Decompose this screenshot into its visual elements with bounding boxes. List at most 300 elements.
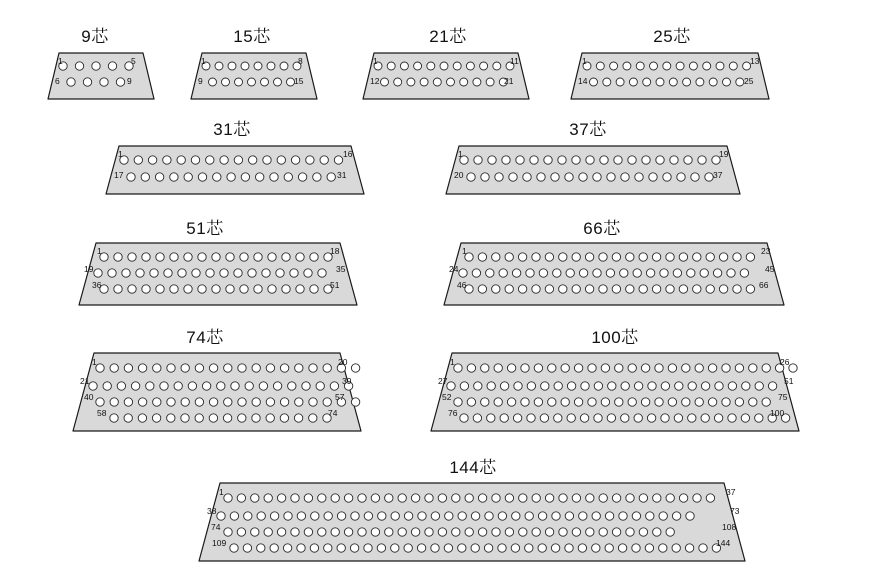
pin-hole — [391, 544, 399, 552]
pin-hole — [545, 494, 553, 502]
connector-c66 — [443, 242, 785, 306]
pin-hole — [673, 269, 681, 277]
pin-hole — [572, 156, 580, 164]
pin-number-label: 1 — [462, 246, 467, 256]
connector-shell — [48, 53, 154, 99]
pin-hole — [548, 364, 556, 372]
pin-hole — [295, 398, 303, 406]
pin-hole — [525, 512, 533, 520]
pin-hole — [291, 494, 299, 502]
pin-hole — [507, 364, 515, 372]
pin-number-label: 21 — [80, 376, 90, 386]
pin-number-label: 15 — [294, 76, 304, 86]
pin-hole — [433, 78, 441, 86]
pin-hole — [586, 494, 594, 502]
pin-hole — [478, 494, 486, 502]
pin-hole — [623, 62, 631, 70]
pin-hole — [283, 544, 291, 552]
pin-hole — [411, 494, 419, 502]
pin-hole — [259, 382, 267, 390]
pin-hole — [227, 173, 235, 181]
pin-hole — [701, 382, 709, 390]
pin-hole — [532, 494, 540, 502]
pin-hole — [304, 494, 312, 502]
pin-hole — [215, 62, 223, 70]
pin-hole — [337, 512, 345, 520]
pin-hole — [618, 544, 626, 552]
pin-hole — [534, 364, 542, 372]
pin-hole — [472, 269, 480, 277]
pin-hole — [481, 364, 489, 372]
pin-hole — [688, 414, 696, 422]
pin-hole — [666, 494, 674, 502]
pin-hole — [398, 528, 406, 536]
pin-hole — [252, 364, 260, 372]
pin-hole — [167, 414, 175, 422]
pin-number-label: 76 — [448, 408, 458, 418]
pin-number-label: 1 — [97, 246, 102, 256]
pin-hole — [661, 414, 669, 422]
pin-hole — [266, 414, 274, 422]
pin-hole — [238, 398, 246, 406]
pin-hole — [230, 512, 238, 520]
pin-hole — [100, 78, 108, 86]
pin-hole — [320, 156, 328, 164]
pin-hole — [251, 494, 259, 502]
pin-hole — [318, 494, 326, 502]
pin-hole — [656, 156, 664, 164]
connector-c31 — [105, 145, 365, 195]
pin-hole — [209, 364, 217, 372]
pin-hole — [438, 494, 446, 502]
pin-hole — [280, 364, 288, 372]
pin-hole — [252, 414, 260, 422]
pin-hole — [514, 382, 522, 390]
pin-hole — [499, 269, 507, 277]
pin-hole — [398, 494, 406, 502]
pin-hole — [653, 494, 661, 502]
pin-hole — [280, 398, 288, 406]
pin-hole — [511, 544, 519, 552]
pin-hole — [251, 528, 259, 536]
pin-hole — [559, 285, 567, 293]
pin-hole — [706, 494, 714, 502]
pin-hole — [153, 364, 161, 372]
pin-hole — [156, 285, 164, 293]
connector-c144 — [198, 482, 746, 562]
pin-number-label: 74 — [328, 408, 338, 418]
pin-hole — [561, 364, 569, 372]
pin-hole — [474, 382, 482, 390]
pin-hole — [553, 269, 561, 277]
pin-hole — [231, 382, 239, 390]
pin-hole — [148, 156, 156, 164]
pin-hole — [337, 544, 345, 552]
pin-hole — [195, 398, 203, 406]
pin-hole — [266, 398, 274, 406]
pin-hole — [460, 382, 468, 390]
pin-hole — [447, 382, 455, 390]
pin-hole — [150, 269, 158, 277]
pin-hole — [674, 414, 682, 422]
pin-hole — [519, 494, 527, 502]
pin-hole — [719, 253, 727, 261]
pin-number-label: 16 — [343, 149, 353, 159]
pin-hole — [331, 528, 339, 536]
pin-hole — [672, 544, 680, 552]
pin-hole — [209, 414, 217, 422]
pin-hole — [494, 364, 502, 372]
pin-hole — [516, 156, 524, 164]
pin-hole — [420, 78, 428, 86]
pin-number-label: 31 — [337, 170, 347, 180]
pin-hole — [621, 414, 629, 422]
pin-hole — [459, 269, 467, 277]
pin-hole — [238, 364, 246, 372]
pin-hole — [545, 253, 553, 261]
pin-number-label: 20 — [338, 357, 348, 367]
pin-hole — [650, 62, 658, 70]
pin-hole — [677, 173, 685, 181]
pin-hole — [656, 78, 664, 86]
pin-hole — [243, 544, 251, 552]
pin-hole — [669, 78, 677, 86]
pin-hole — [277, 156, 285, 164]
pin-hole — [590, 78, 598, 86]
pin-hole — [313, 173, 321, 181]
pin-hole — [649, 173, 657, 181]
pin-hole — [280, 62, 288, 70]
pin-hole — [676, 62, 684, 70]
pin-hole — [478, 253, 486, 261]
pin-hole — [277, 528, 285, 536]
connector-title-c144: 144芯 — [449, 458, 497, 477]
pin-hole — [606, 269, 614, 277]
pin-hole — [639, 494, 647, 502]
pin-hole — [240, 253, 248, 261]
pin-number-label: 75 — [778, 392, 788, 402]
pin-number-label: 39 — [342, 376, 352, 386]
pin-number-label: 9 — [198, 76, 203, 86]
pin-hole — [198, 253, 206, 261]
pin-hole — [330, 382, 338, 390]
pin-hole — [167, 364, 175, 372]
pin-hole — [639, 528, 647, 536]
pin-hole — [394, 78, 402, 86]
pin-hole — [266, 364, 274, 372]
pin-hole — [296, 285, 304, 293]
pin-hole — [425, 494, 433, 502]
pin-hole — [234, 156, 242, 164]
pin-hole — [518, 253, 526, 261]
pin-hole — [518, 285, 526, 293]
pin-number-label: 17 — [114, 170, 124, 180]
pin-hole — [114, 253, 122, 261]
pin-hole — [719, 285, 727, 293]
pin-hole — [612, 528, 620, 536]
pin-hole — [411, 528, 419, 536]
pin-hole — [612, 285, 620, 293]
pin-hole — [273, 382, 281, 390]
pin-hole — [142, 285, 150, 293]
connector-title-c51: 51芯 — [186, 219, 224, 238]
pin-hole — [534, 398, 542, 406]
pin-hole — [596, 62, 604, 70]
pin-hole — [268, 285, 276, 293]
pin-hole — [593, 173, 601, 181]
pin-hole — [554, 382, 562, 390]
pin-hole — [661, 382, 669, 390]
connector-shell — [571, 53, 769, 99]
pin-hole — [580, 414, 588, 422]
pin-hole — [358, 494, 366, 502]
pin-hole — [245, 382, 253, 390]
pin-hole — [635, 173, 643, 181]
pin-hole — [663, 173, 671, 181]
pin-hole — [601, 364, 609, 372]
pin-hole — [567, 382, 575, 390]
pin-hole — [277, 494, 285, 502]
pin-hole — [170, 173, 178, 181]
pin-hole — [164, 269, 172, 277]
pin-hole — [181, 398, 189, 406]
pin-hole — [498, 512, 506, 520]
pin-hole — [629, 78, 637, 86]
pin-hole — [541, 382, 549, 390]
pin-hole — [632, 512, 640, 520]
pin-hole — [124, 398, 132, 406]
pin-hole — [755, 414, 763, 422]
pin-hole — [652, 253, 660, 261]
connector-title-c25: 25芯 — [653, 27, 691, 46]
pin-hole — [267, 62, 275, 70]
pin-hole — [714, 414, 722, 422]
connector-title-c15: 15芯 — [233, 27, 271, 46]
pin-hole — [722, 398, 730, 406]
pin-hole — [478, 285, 486, 293]
pin-hole — [693, 494, 701, 502]
pin-hole — [220, 269, 228, 277]
pin-hole — [431, 544, 439, 552]
pin-hole — [270, 512, 278, 520]
pin-hole — [234, 269, 242, 277]
pin-number-label: 1 — [450, 357, 455, 367]
pin-hole — [728, 414, 736, 422]
pin-hole — [256, 173, 264, 181]
pin-hole — [599, 285, 607, 293]
pin-hole — [447, 78, 455, 86]
pin-number-label: 74 — [211, 522, 221, 532]
pin-number-label: 45 — [765, 264, 775, 274]
pin-hole — [153, 398, 161, 406]
pin-hole — [263, 156, 271, 164]
pin-number-label: 9 — [127, 76, 132, 86]
pin-hole — [701, 414, 709, 422]
pin-number-label: 1 — [201, 56, 206, 66]
pin-number-label: 1 — [58, 56, 63, 66]
pin-hole — [224, 528, 232, 536]
pin-hole — [551, 173, 559, 181]
pin-hole — [407, 78, 415, 86]
pin-hole — [642, 156, 650, 164]
pin-hole — [192, 269, 200, 277]
pin-hole — [619, 512, 627, 520]
pin-hole — [626, 528, 634, 536]
pin-hole — [648, 382, 656, 390]
pin-hole — [608, 382, 616, 390]
pin-hole — [209, 398, 217, 406]
pin-hole — [530, 156, 538, 164]
pin-hole — [645, 544, 653, 552]
pin-hole — [282, 253, 290, 261]
pin-hole — [114, 285, 122, 293]
pin-hole — [89, 382, 97, 390]
pin-hole — [316, 382, 324, 390]
pin-hole — [83, 78, 91, 86]
pin-hole — [736, 78, 744, 86]
pin-hole — [675, 382, 683, 390]
pin-hole — [110, 398, 118, 406]
pin-hole — [695, 364, 703, 372]
pin-hole — [124, 364, 132, 372]
pin-hole — [152, 414, 160, 422]
pin-hole — [487, 382, 495, 390]
pin-hole — [282, 285, 290, 293]
pin-hole — [615, 364, 623, 372]
pin-hole — [226, 253, 234, 261]
pin-hole — [740, 269, 748, 277]
pin-hole — [768, 382, 776, 390]
pin-hole — [291, 156, 299, 164]
pin-hole — [108, 62, 116, 70]
pin-hole — [588, 398, 596, 406]
connector-c9 — [47, 52, 155, 100]
pin-hole — [212, 285, 220, 293]
pin-hole — [224, 398, 232, 406]
pin-hole — [698, 156, 706, 164]
pin-hole — [586, 528, 594, 536]
pin-hole — [599, 494, 607, 502]
pin-hole — [178, 269, 186, 277]
pin-number-label: 1 — [118, 149, 123, 159]
pin-hole — [358, 528, 366, 536]
pin-hole — [594, 382, 602, 390]
pin-hole — [494, 398, 502, 406]
pin-hole — [296, 253, 304, 261]
pin-hole — [351, 364, 359, 372]
pin-hole — [659, 544, 667, 552]
pin-hole — [274, 78, 282, 86]
pin-hole — [467, 173, 475, 181]
pin-hole — [572, 285, 580, 293]
pin-hole — [334, 156, 342, 164]
pin-number-label: 37 — [713, 170, 723, 180]
pin-hole — [626, 253, 634, 261]
pin-hole — [452, 494, 460, 502]
pin-hole — [691, 173, 699, 181]
pin-hole — [270, 173, 278, 181]
pin-hole — [559, 528, 567, 536]
pin-hole — [655, 398, 663, 406]
pin-hole — [646, 512, 654, 520]
pin-hole — [136, 269, 144, 277]
pin-hole — [733, 253, 741, 261]
pin-hole — [254, 285, 262, 293]
pin-hole — [485, 512, 493, 520]
pin-hole — [324, 512, 332, 520]
pin-hole — [460, 78, 468, 86]
pin-hole — [686, 512, 694, 520]
pin-hole — [492, 494, 500, 502]
pin-hole — [688, 382, 696, 390]
pin-hole — [488, 156, 496, 164]
pin-number-label: 40 — [84, 392, 94, 402]
pin-number-label: 73 — [730, 506, 740, 516]
pin-hole — [696, 78, 704, 86]
pin-hole — [146, 382, 154, 390]
pin-hole — [523, 173, 531, 181]
pin-hole — [548, 398, 556, 406]
pin-number-label: 5 — [131, 56, 136, 66]
pin-hole — [653, 528, 661, 536]
pin-hole — [310, 285, 318, 293]
pin-hole — [241, 173, 249, 181]
pin-hole — [224, 364, 232, 372]
pin-hole — [458, 512, 466, 520]
pin-number-label: 24 — [449, 264, 459, 274]
pin-number-label: 58 — [97, 408, 107, 418]
pin-hole — [414, 62, 422, 70]
pin-hole — [588, 364, 596, 372]
pin-hole — [228, 62, 236, 70]
pin-hole — [628, 364, 636, 372]
pin-hole — [141, 173, 149, 181]
pin-hole — [318, 269, 326, 277]
pin-hole — [695, 398, 703, 406]
pin-hole — [652, 285, 660, 293]
pin-number-label: 38 — [207, 506, 217, 516]
pin-hole — [585, 253, 593, 261]
pin-hole — [521, 398, 529, 406]
pin-hole — [323, 364, 331, 372]
pin-hole — [502, 156, 510, 164]
pin-hole — [626, 285, 634, 293]
pin-hole — [252, 398, 260, 406]
pin-hole — [391, 512, 399, 520]
connector-c15 — [190, 52, 318, 100]
pin-hole — [291, 528, 299, 536]
pin-number-label: 52 — [442, 392, 452, 402]
pin-hole — [666, 285, 674, 293]
pin-hole — [427, 62, 435, 70]
pin-hole — [689, 62, 697, 70]
pin-hole — [715, 382, 723, 390]
pin-hole — [663, 62, 671, 70]
pin-hole — [454, 398, 462, 406]
pin-hole — [377, 544, 385, 552]
connector-c100 — [430, 352, 800, 432]
pin-hole — [592, 544, 600, 552]
pin-hole — [578, 544, 586, 552]
pin-hole — [537, 173, 545, 181]
pin-hole — [230, 544, 238, 552]
pin-hole — [67, 78, 75, 86]
pin-hole — [749, 398, 757, 406]
pin-hole — [647, 414, 655, 422]
pin-hole — [600, 156, 608, 164]
pin-hole — [110, 364, 118, 372]
pin-hole — [716, 62, 724, 70]
